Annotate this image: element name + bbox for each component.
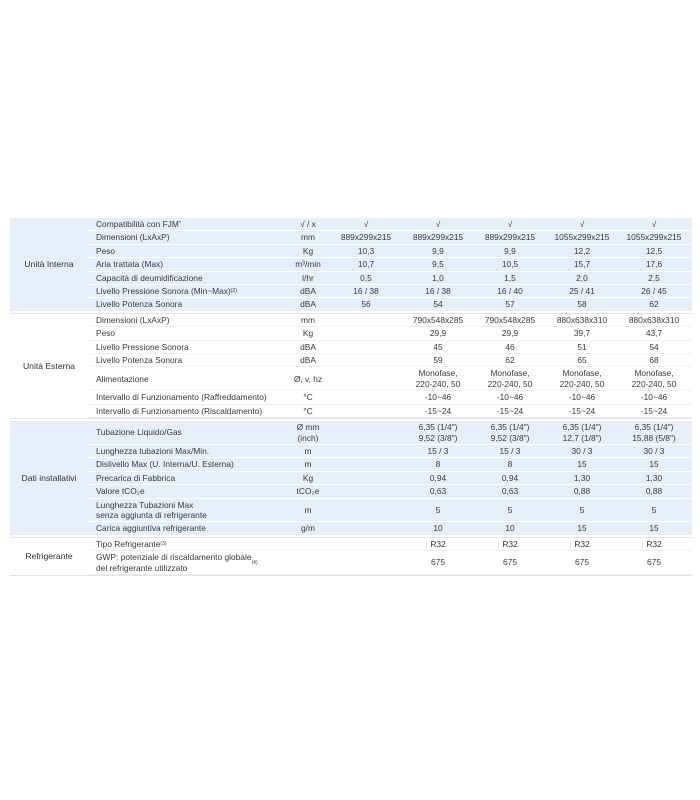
table-row <box>88 354 692 367</box>
value-cell-col-4: 15 <box>577 459 587 470</box>
value-cell-col-3: 15 / 3 <box>499 445 521 456</box>
row-label-cell <box>88 485 286 497</box>
value-cell-col-3: R32 <box>502 538 518 549</box>
table-row <box>88 218 692 231</box>
value-cell-col-1 <box>330 354 402 366</box>
value-cell-col-1: 889x299x215 <box>340 232 392 243</box>
value-cell-col-5: 0,88 <box>645 486 663 497</box>
value-cell-col-1 <box>330 421 402 444</box>
value-cell-col-3: 29,9 <box>501 328 519 339</box>
row-label-cell <box>88 272 286 284</box>
row-label: Dimensioni (LxAxP) <box>96 314 170 325</box>
value-cell-col-4: R32 <box>574 538 590 549</box>
value-cell-col-1 <box>330 327 402 339</box>
table-row <box>88 421 692 445</box>
row-unit: Kg <box>302 472 314 483</box>
table-row <box>88 551 692 575</box>
value-cell-col-4: 65 <box>577 355 587 366</box>
row-label-cell <box>88 298 286 310</box>
value-cell-col-4: √ <box>579 219 585 229</box>
section-rows <box>88 538 692 575</box>
table-row <box>88 485 692 498</box>
section-3 <box>10 537 692 576</box>
value-cell-col-5: 2,5 <box>648 272 660 283</box>
value-cell-col-4: 15,7 <box>573 259 591 270</box>
row-label-cell <box>88 405 286 417</box>
row-unit: √ / x <box>300 219 316 229</box>
row-unit: Ø, v, hz <box>293 373 323 384</box>
row-label: Precarica di Fabbrica <box>96 472 176 483</box>
table-row <box>88 341 692 354</box>
row-label-cell <box>88 314 286 326</box>
table-row <box>88 499 692 523</box>
value-cell-col-3: -15~24 <box>496 405 524 416</box>
row-unit: °C <box>303 405 313 416</box>
value-cell-col-3: 790x548x285 <box>484 314 536 325</box>
section-rows <box>88 421 692 535</box>
value-cell-col-4: -15~24 <box>568 405 596 416</box>
value-cell-col-1 <box>330 314 402 326</box>
value-cell-col-2: 889x299x215 <box>412 232 464 243</box>
section-label: Unità Esterna <box>22 360 76 371</box>
row-label-cell <box>88 445 286 457</box>
value-cell-col-2: 6,35 (1/4") 9,52 (3/8") <box>418 422 458 443</box>
row-unit: Kg <box>302 328 314 339</box>
row-label: Lunghezza Tubazioni Max senza aggiunta di refrigerante <box>96 499 207 520</box>
section-label: Unità Interna <box>24 259 74 270</box>
value-cell-col-5: -10~46 <box>640 392 668 403</box>
row-unit: tCO₂e <box>296 486 320 497</box>
value-cell-col-4: 6,35 (1/4") 12,7 (1/8") <box>562 422 602 443</box>
value-cell-col-1 <box>330 445 402 457</box>
value-cell-col-4: 5 <box>579 504 585 515</box>
table-row <box>88 298 692 310</box>
value-cell-col-5: 26 / 45 <box>641 286 667 297</box>
value-cell-col-4: 1,30 <box>573 472 591 483</box>
row-label: Carica aggiuntiva refrigerante <box>96 523 206 534</box>
value-cell-col-5: 675 <box>647 557 661 568</box>
value-cell-col-5: 68 <box>649 355 659 366</box>
section-label: Dati installativi <box>21 472 77 483</box>
value-cell-col-3: 0,94 <box>501 472 519 483</box>
table-row <box>88 314 692 327</box>
row-unit: Kg <box>302 245 314 256</box>
section-rows <box>88 314 692 418</box>
value-cell-col-4: 1055x299x215 <box>554 232 610 243</box>
row-unit: mm <box>301 314 315 325</box>
value-cell-col-1: 56 <box>361 299 371 310</box>
value-cell-col-5: 6,35 (1/4") 15,88 (5/8") <box>632 422 676 443</box>
row-label-cell: Tipo Refrigerante (3) <box>96 538 167 549</box>
value-cell-col-2: 1,0 <box>432 272 444 283</box>
value-cell-col-2: Monofase, 220-240, 50 <box>415 368 461 389</box>
value-cell-col-3: 9,9 <box>504 245 516 256</box>
row-label: Peso <box>96 328 116 339</box>
row-unit: dBA <box>300 341 316 352</box>
value-cell-col-2: 675 <box>431 557 445 568</box>
value-cell-col-4: 25 / 41 <box>569 286 595 297</box>
value-cell-col-2: 8 <box>435 459 441 470</box>
row-label: Dislivello Max (U. Interna/U. Esterna) <box>96 459 234 470</box>
row-unit: dBA <box>300 299 316 310</box>
value-cell-col-1 <box>330 341 402 353</box>
value-cell-col-3: 1,5 <box>504 272 516 283</box>
value-cell-col-1: 0,5 <box>360 272 372 283</box>
table-row <box>88 445 692 458</box>
row-label-cell <box>88 258 286 270</box>
table-row <box>88 231 692 244</box>
value-cell-col-1: √ <box>363 219 369 229</box>
value-cell-col-5: Monofase, 220-240, 50 <box>631 368 677 389</box>
value-cell-col-5: -15~24 <box>640 405 668 416</box>
row-label-cell <box>88 499 286 522</box>
row-unit: m³/min <box>295 259 321 270</box>
row-label-cell <box>88 231 286 243</box>
value-cell-col-5: √ <box>651 219 657 229</box>
value-cell-col-4: 0,88 <box>573 486 591 497</box>
value-cell-col-5: R32 <box>646 538 662 549</box>
value-cell-col-4: 12,2 <box>573 245 591 256</box>
value-cell-col-5: 15 <box>649 459 659 470</box>
row-unit: mm <box>301 232 315 243</box>
row-label: Livello Potenza Sonora <box>96 355 183 366</box>
row-unit: dBA <box>300 286 316 297</box>
value-cell-col-2: 0,63 <box>429 486 447 497</box>
row-unit: dBA <box>300 355 316 366</box>
value-cell-col-4: 2,0 <box>576 272 588 283</box>
value-cell-col-3: 62 <box>505 355 515 366</box>
table-row <box>88 272 692 285</box>
value-cell-col-3: 5 <box>507 504 513 515</box>
value-cell-col-1: 16 / 38 <box>353 286 379 297</box>
value-cell-col-4: 58 <box>577 299 587 310</box>
value-cell-col-2: 45 <box>433 341 443 352</box>
row-unit: m <box>304 459 312 470</box>
row-label-cell <box>88 341 286 353</box>
value-cell-col-5: 1055x299x215 <box>626 232 682 243</box>
value-cell-col-1 <box>330 499 402 522</box>
value-cell-col-4: 51 <box>577 341 587 352</box>
value-cell-col-1 <box>330 472 402 484</box>
value-cell-col-5: 880x638x310 <box>628 314 680 325</box>
row-label: GWP: potenziale di riscaldamento globale del refrigerante utilizzato <box>96 552 252 573</box>
value-cell-col-1: 10,7 <box>357 259 375 270</box>
value-cell-col-4: Monofase, 220-240, 50 <box>559 368 605 389</box>
value-cell-col-5: 43,7 <box>645 328 663 339</box>
row-label: Tubazione Liquido/Gas <box>96 427 182 438</box>
section-2 <box>10 421 692 535</box>
value-cell-col-3: 0,63 <box>501 486 519 497</box>
table-row <box>88 327 692 340</box>
row-label: Valore tCO₂e <box>96 486 145 497</box>
value-cell-col-2: 16 / 38 <box>425 286 451 297</box>
value-cell-col-3: 889x299x215 <box>484 232 536 243</box>
value-cell-col-1 <box>330 522 402 534</box>
value-cell-col-5: 5 <box>651 504 657 515</box>
value-cell-col-2: 9,9 <box>432 245 444 256</box>
value-cell-col-1 <box>330 485 402 497</box>
row-label-cell <box>88 245 286 257</box>
row-label-cell <box>88 367 286 390</box>
row-label-cell <box>88 472 286 484</box>
value-cell-col-3: -10~46 <box>496 392 524 403</box>
row-label-cell: Compatibilità con FJM * <box>96 219 181 229</box>
section-rows <box>88 218 692 311</box>
row-unit <box>286 538 330 550</box>
value-cell-col-2: 9,5 <box>432 259 444 270</box>
value-cell-col-1 <box>330 551 402 574</box>
value-cell-col-2: √ <box>435 219 441 229</box>
value-cell-col-5: 1,30 <box>645 472 663 483</box>
value-cell-col-4: 15 <box>577 523 587 534</box>
value-cell-col-1 <box>330 458 402 470</box>
value-cell-col-5: 17,6 <box>645 259 663 270</box>
row-label: Alimentazione <box>96 373 149 384</box>
row-label: Tipo Refrigerante <box>96 538 161 549</box>
value-cell-col-2: -15~24 <box>424 405 452 416</box>
table-row <box>88 391 692 404</box>
row-label: Intervallo di Funzionamento (Riscaldamento) <box>96 405 263 416</box>
value-cell-col-2: 54 <box>433 299 443 310</box>
value-cell-col-2: 15 / 3 <box>427 445 449 456</box>
value-cell-col-3: 675 <box>503 557 517 568</box>
row-label: Intervallo di Funzionamento (Raffreddamento) <box>96 392 267 403</box>
spec-table <box>10 218 692 578</box>
row-label-cell <box>88 421 286 444</box>
row-label-cell: GWP: potenziale di riscaldamento globale del refrigerante utilizzato (4) <box>96 552 258 573</box>
value-cell-col-5: 12,5 <box>645 245 663 256</box>
row-label-cell <box>88 354 286 366</box>
value-cell-col-4: 880x638x310 <box>556 314 608 325</box>
value-cell-col-2: 790x548x285 <box>412 314 464 325</box>
row-label-cell <box>88 327 286 339</box>
value-cell-col-3: √ <box>507 219 513 229</box>
value-cell-col-3: 46 <box>505 341 515 352</box>
row-unit: l/hr <box>302 272 314 283</box>
value-cell-col-3: 57 <box>505 299 515 310</box>
table-row <box>88 285 692 298</box>
row-label: Capacità di deumidificazione <box>96 272 203 283</box>
row-label: Peso <box>96 245 116 256</box>
row-label: Lunghezza tubazioni Max/Min. <box>96 445 210 456</box>
value-cell-col-3: 6,35 (1/4") 9,52 (3/8") <box>490 422 530 443</box>
row-unit: °C <box>303 392 313 403</box>
table-row <box>88 405 692 418</box>
value-cell-col-4: 30 / 3 <box>571 445 593 456</box>
value-cell-col-3: 16 / 40 <box>497 286 523 297</box>
table-row <box>88 522 692 534</box>
value-cell-col-4: 39,7 <box>573 328 591 339</box>
value-cell-col-3: 10 <box>505 523 515 534</box>
value-cell-col-3: 10,5 <box>501 259 519 270</box>
value-cell-col-5: 62 <box>649 299 659 310</box>
value-cell-col-2: 5 <box>435 504 441 515</box>
row-label: Aria trattata (Max) <box>96 259 164 270</box>
value-cell-col-1 <box>330 538 402 550</box>
value-cell-col-3: 8 <box>507 459 513 470</box>
table-row <box>88 258 692 271</box>
value-cell-col-5: 54 <box>649 341 659 352</box>
table-row <box>88 245 692 258</box>
section-label: Refrigerante <box>25 551 73 562</box>
section-0 <box>10 218 692 311</box>
row-label-cell <box>88 391 286 403</box>
value-cell-col-2: 59 <box>433 355 443 366</box>
table-row <box>88 538 692 551</box>
table-row <box>88 458 692 471</box>
row-unit: m <box>304 445 312 456</box>
value-cell-col-1: 10,3 <box>357 245 375 256</box>
table-row <box>88 472 692 485</box>
value-cell-col-1 <box>330 367 402 390</box>
value-cell-col-2: -10~46 <box>424 392 452 403</box>
value-cell-col-1 <box>330 391 402 403</box>
row-unit: g/m <box>301 523 315 534</box>
row-label-cell <box>88 522 286 534</box>
row-label: Livello Potenza Sonora <box>96 299 183 310</box>
value-cell-col-2: 10 <box>433 523 443 534</box>
value-cell-col-1 <box>330 405 402 417</box>
row-label: Compatibilità con FJM <box>96 219 179 229</box>
row-unit <box>286 551 330 574</box>
section-1 <box>10 313 692 419</box>
value-cell-col-5: 15 <box>649 523 659 534</box>
row-label: Livello Pressione Sonora (Min~Max) <box>96 286 231 297</box>
row-unit: m <box>304 504 312 515</box>
row-unit: Ø mm (inch) <box>296 422 320 443</box>
value-cell-col-2: 29,9 <box>429 328 447 339</box>
value-cell-col-3: Monofase, 220-240, 50 <box>487 368 533 389</box>
row-label-cell: Livello Pressione Sonora (Min~Max) (2) <box>96 286 237 297</box>
value-cell-col-4: 675 <box>575 557 589 568</box>
value-cell-col-4: -10~46 <box>568 392 596 403</box>
value-cell-col-2: 0,94 <box>429 472 447 483</box>
table-row <box>88 367 692 391</box>
row-label-cell <box>88 458 286 470</box>
value-cell-col-5: 30 / 3 <box>643 445 665 456</box>
row-label: Livello Pressione Sonora <box>96 341 189 352</box>
value-cell-col-2: R32 <box>430 538 446 549</box>
row-label: Dimensioni (LxAxP) <box>96 232 170 243</box>
